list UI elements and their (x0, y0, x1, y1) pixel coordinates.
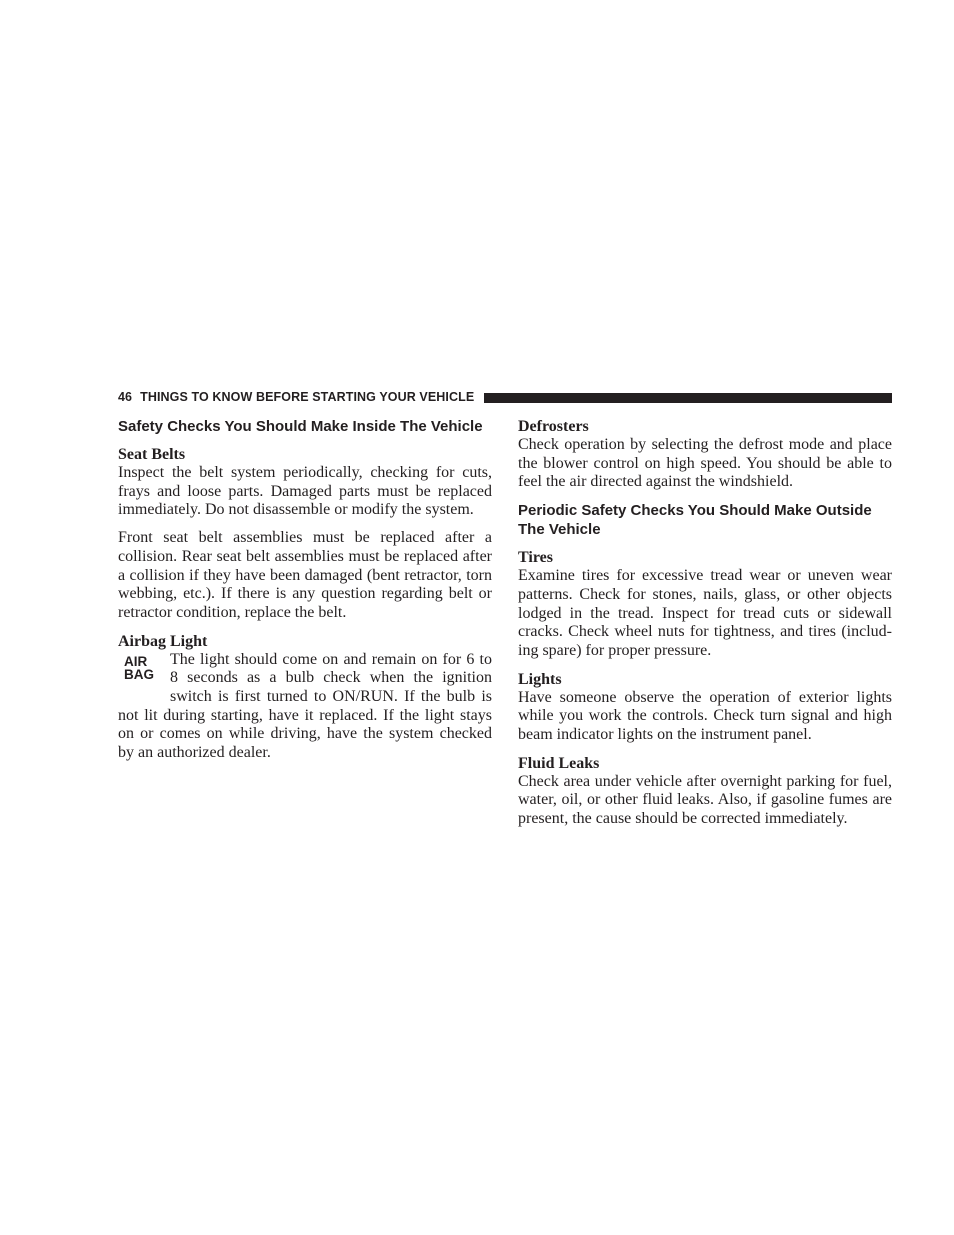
page-header (118, 388, 892, 408)
left-column (118, 417, 492, 763)
chapter-title: THINGS TO KNOW BEFORE STARTING YOUR VEHICLE (140, 390, 475, 404)
seat-belts-title: Seat Belts (118, 446, 186, 463)
tires-title: Tires (518, 549, 553, 567)
airbag-light-title: Airbag Light (118, 632, 208, 650)
lights-text: Have someone observe the operation of exterior lights while you work the controls. Check turn signal and high beam indicator lights on the instrument panel. (518, 688, 892, 744)
airbag-icon-line-2: BAG (124, 666, 154, 682)
section-heading-outside: Periodic Safety Checks You Should Make Outside The Vehicle (518, 502, 872, 539)
seat-belts-paragraph-2: Front seat belt assemblies must be replaced after a collision. Rear seat belt assemblies must be replaced after a collision if they have been damaged (bent retractor, torn webbing, etc.). If there is any question regarding belt or retractor condition, replace the belt. (118, 529, 492, 621)
header-text (118, 390, 474, 404)
airbag-light-block (118, 651, 492, 763)
lights-title: Lights (518, 670, 562, 688)
airbag-light-text: The light should come on and remain on for 6 to 8 seconds as a bulb check when the ignition switch is first turned to ON/RUN. If the bulb is not lit during starting, have it replaced. If the light stays on or comes on while driving, have the system checked by an authorized dealer. (118, 650, 492, 762)
header-rule (484, 393, 892, 403)
airbag-warning-icon (118, 652, 162, 690)
airbag-icon-line-1: AIR (124, 653, 148, 669)
tires-text: Examine tires for excessive tread wear or uneven wear patterns. Check for stones, nails, glass, or other objects lodged in the tread. Inspect for tread cuts or sidewall cracks. Check wheel nuts for tightness, and tires (includ-ing spare) for proper pressure. (518, 567, 892, 659)
fluid-leaks-text: Check area under vehicle after overnight parking for fuel, water, oil, or other fluid leaks. Also, if gasoline fumes are present, the cause should be corrected immediately. (518, 772, 892, 828)
seat-belts-paragraph-1: Inspect the belt system periodically, checking for cuts, frays and loose parts. Damaged parts must be replaced immediately. Do not disassemble or modify the system. (118, 464, 492, 519)
section-heading-inside: Safety Checks You Should Make Inside The Vehicle (118, 418, 483, 435)
right-column (518, 417, 892, 829)
fluid-leaks-title: Fluid Leaks (518, 754, 600, 772)
defrosters-text: Check operation by selecting the defrost mode and place the blower control on high speed. You should be able to feel the air directed against the windshield. (518, 436, 892, 491)
defrosters-title: Defrosters (518, 418, 589, 435)
page-number: 46 (118, 390, 133, 404)
